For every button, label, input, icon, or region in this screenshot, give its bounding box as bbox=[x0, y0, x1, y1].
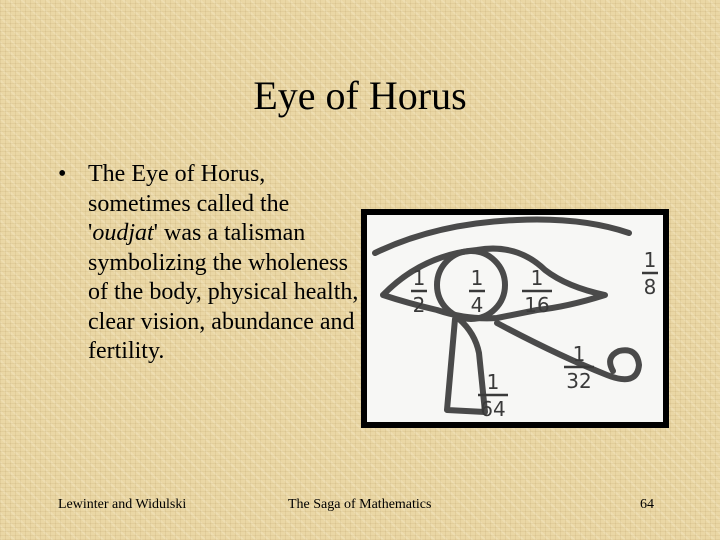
fraction-numerator: 1 bbox=[530, 266, 544, 290]
footer-authors: Lewinter and Widulski bbox=[58, 497, 187, 512]
fraction-numerator: 1 bbox=[643, 248, 657, 272]
footer-book-title: The Saga of Mathematics bbox=[288, 497, 432, 512]
eye-of-horus-drawing bbox=[367, 215, 663, 422]
fraction-denominator: 2 bbox=[412, 293, 426, 317]
fraction-label-1-2 bbox=[411, 266, 427, 317]
bullet-text-start: The Eye of Horus, sometimes called the ' bbox=[88, 161, 290, 246]
slide-title: Eye of Horus bbox=[253, 73, 467, 118]
bullet-text-end: ' was a talisman symbolizing the wholeness of the body, physical health, clear vision, abundance and fertility. bbox=[88, 220, 359, 364]
fraction-label-1-4 bbox=[469, 266, 485, 317]
fraction-denominator: 8 bbox=[643, 275, 657, 299]
bullet-text-italic: oudjat bbox=[92, 220, 154, 246]
fraction-numerator: 1 bbox=[572, 342, 586, 366]
bullet-dot: • bbox=[58, 161, 67, 187]
fraction-numerator: 1 bbox=[486, 370, 500, 394]
page-number: 64 bbox=[640, 497, 654, 512]
fraction-numerator: 1 bbox=[470, 266, 484, 290]
fraction-denominator: 16 bbox=[524, 293, 550, 317]
bullet-text bbox=[88, 160, 360, 367]
eye-of-horus-figure bbox=[361, 209, 669, 428]
fraction-denominator: 64 bbox=[480, 397, 506, 421]
fraction-numerator: 1 bbox=[412, 266, 426, 290]
fraction-denominator: 32 bbox=[566, 369, 592, 393]
fraction-denominator: 4 bbox=[470, 293, 484, 317]
fraction-label-1-8 bbox=[642, 248, 658, 299]
